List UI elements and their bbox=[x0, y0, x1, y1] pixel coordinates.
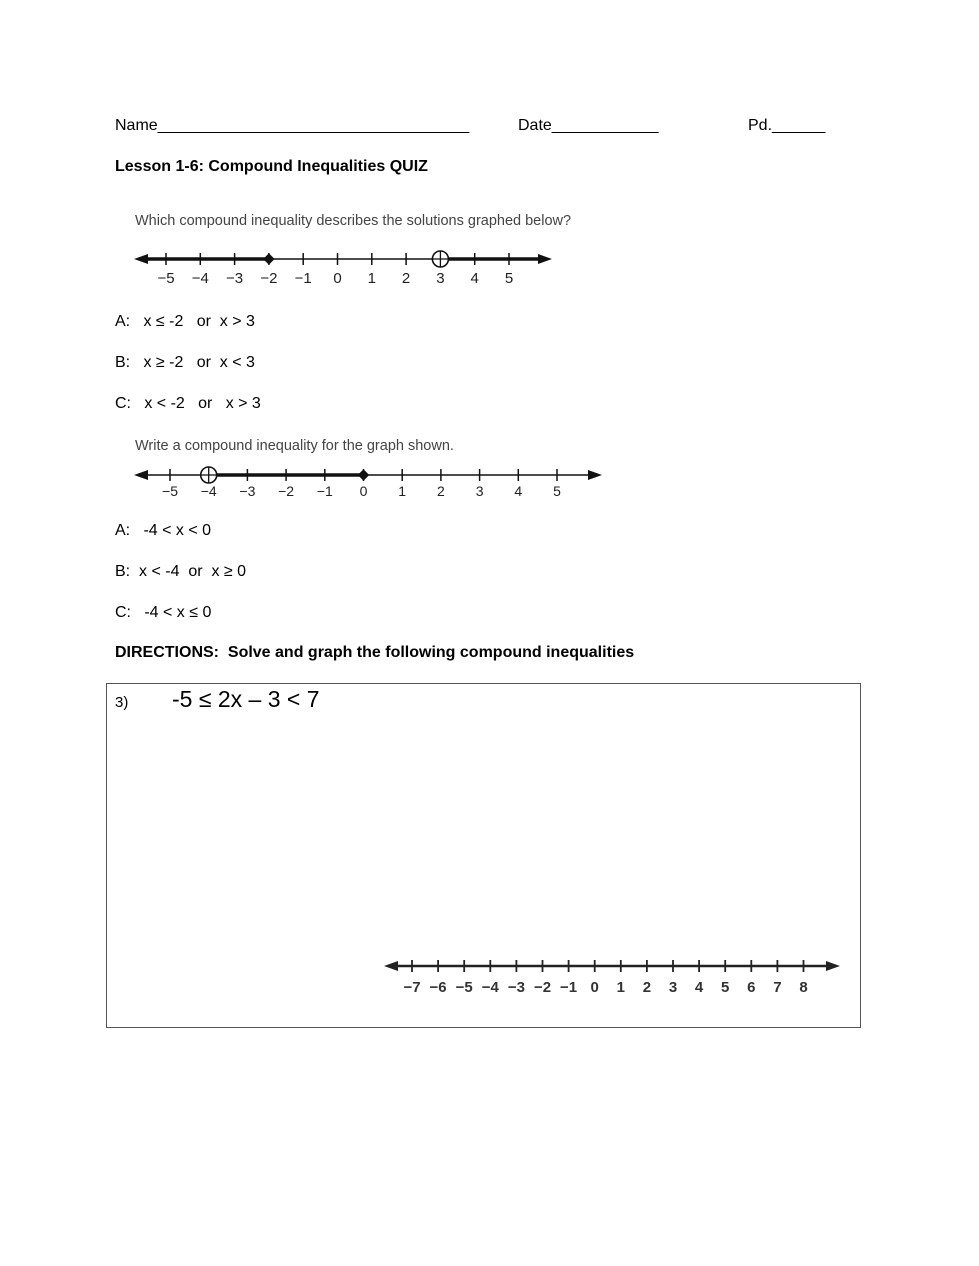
question2-option-a[interactable]: A: -4 < x < 0 bbox=[115, 522, 212, 539]
tick-label: −1 bbox=[294, 270, 312, 287]
tick-label: 1 bbox=[367, 270, 376, 287]
tick-label: 6 bbox=[747, 979, 756, 996]
tick-label: −6 bbox=[429, 979, 447, 996]
tick-label: −2 bbox=[278, 483, 295, 499]
problem3-number-line[interactable] bbox=[382, 952, 842, 1002]
tick-label: −7 bbox=[403, 979, 421, 996]
question1-option-b[interactable]: B: x ≥ -2 or x < 3 bbox=[115, 354, 255, 371]
tick-label: −1 bbox=[316, 483, 333, 499]
tick-label: 4 bbox=[514, 483, 523, 499]
tick-label: 1 bbox=[398, 483, 407, 499]
question1-number-line bbox=[130, 244, 560, 290]
question2-number-line bbox=[130, 462, 610, 504]
tick-label: 0 bbox=[590, 979, 599, 996]
closed-point bbox=[264, 254, 274, 264]
question2-option-c[interactable]: C: -4 < x ≤ 0 bbox=[115, 604, 212, 621]
tick-label: −5 bbox=[455, 979, 473, 996]
tick-label: 3 bbox=[436, 270, 445, 287]
closed-point bbox=[359, 470, 369, 480]
tick-label: −1 bbox=[560, 979, 578, 996]
tick-label: 8 bbox=[799, 979, 808, 996]
quiz-title: Lesson 1-6: Compound Inequalities QUIZ bbox=[115, 158, 428, 175]
question2-prompt: Write a compound inequality for the graph shown. bbox=[135, 438, 454, 454]
tick-label: 2 bbox=[401, 270, 411, 287]
problem3-expression: -5 ≤ 2x – 3 < 7 bbox=[172, 686, 320, 712]
question1-option-c[interactable]: C: x < -2 or x > 3 bbox=[115, 395, 261, 412]
tick-label: −3 bbox=[239, 483, 256, 499]
tick-label: −5 bbox=[162, 483, 178, 499]
question1-prompt: Which compound inequality describes the solutions graphed below? bbox=[135, 213, 572, 229]
period-field-label[interactable]: Pd.______ bbox=[748, 117, 826, 134]
tick-label: 5 bbox=[504, 270, 514, 287]
directions-heading: DIRECTIONS: Solve and graph the following compound inequalities bbox=[115, 644, 635, 661]
tick-label: −4 bbox=[200, 483, 217, 499]
tick-label: −4 bbox=[191, 270, 209, 287]
left-arrow-head bbox=[384, 961, 398, 971]
left-arrow-head bbox=[134, 470, 148, 480]
tick-label: 7 bbox=[773, 979, 782, 996]
tick-label: −3 bbox=[226, 270, 244, 287]
date-field-label[interactable]: Date____________ bbox=[518, 117, 659, 134]
tick-label: −2 bbox=[533, 979, 552, 996]
tick-label: 5 bbox=[721, 979, 730, 996]
right-arrow-head bbox=[538, 254, 552, 264]
question1-option-a[interactable]: A: x ≤ -2 or x > 3 bbox=[115, 313, 255, 330]
tick-label: 1 bbox=[616, 979, 625, 996]
tick-label: 0 bbox=[359, 483, 368, 499]
tick-label: 3 bbox=[475, 483, 484, 499]
tick-label: 3 bbox=[668, 979, 678, 996]
right-arrow-head bbox=[588, 470, 602, 480]
name-field-label[interactable]: Name___________________________________ bbox=[115, 117, 470, 134]
tick-label: −2 bbox=[260, 270, 278, 287]
tick-label: 2 bbox=[642, 979, 652, 996]
right-arrow-head bbox=[826, 961, 840, 971]
problem3-work-area[interactable] bbox=[106, 683, 861, 1028]
left-arrow-head bbox=[134, 254, 148, 264]
tick-label: 2 bbox=[437, 483, 445, 499]
tick-label: −3 bbox=[507, 979, 525, 996]
tick-label: −5 bbox=[157, 270, 175, 287]
problem3-number: 3) bbox=[115, 694, 129, 711]
tick-label: 0 bbox=[333, 270, 342, 287]
tick-label: 4 bbox=[694, 979, 704, 996]
tick-label: 4 bbox=[470, 270, 479, 287]
tick-label: 5 bbox=[553, 483, 561, 499]
question2-option-b[interactable]: B: x < -4 or x ≥ 0 bbox=[115, 563, 247, 580]
tick-label: −4 bbox=[481, 979, 499, 996]
